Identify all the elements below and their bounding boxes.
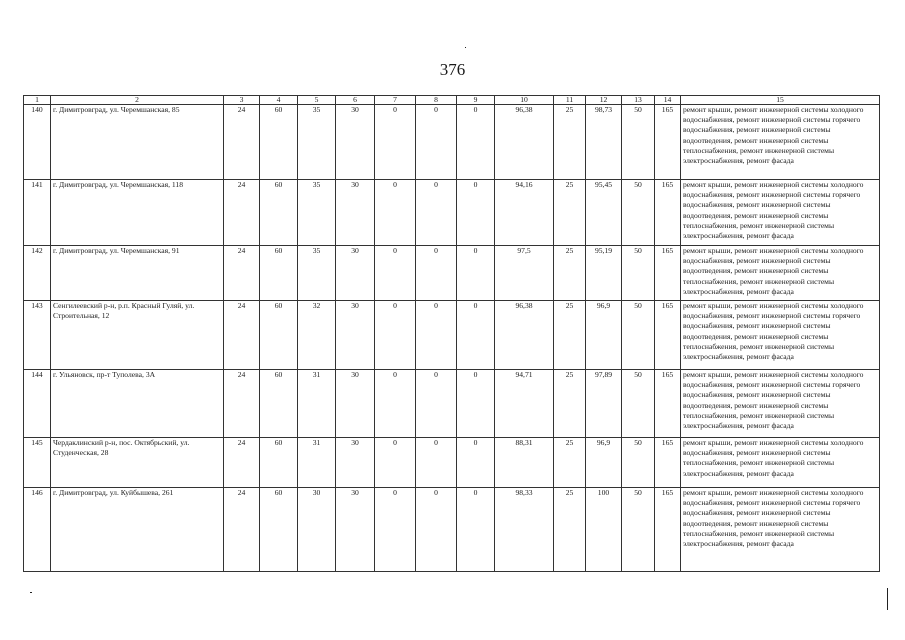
value-cell: 25 [554,180,586,246]
value-cell: 60 [260,438,298,488]
row-number: 142 [24,246,51,301]
value-cell: 95,19 [586,246,622,301]
column-number-cell: 8 [416,96,457,105]
value-cell: 0 [375,488,416,572]
value-cell: 25 [554,438,586,488]
value-cell: 30 [336,488,375,572]
row-number: 146 [24,488,51,572]
value-cell: 0 [457,180,495,246]
value-cell: 30 [336,370,375,438]
value-cell: 30 [336,105,375,180]
column-number-cell: 9 [457,96,495,105]
value-cell: 0 [457,105,495,180]
page-number: 376 [439,60,466,79]
address-cell: г. Димитровград, ул. Куйбышева, 261 [51,488,224,572]
repair-works-cell: ремонт крыши, ремонт инженерной системы холодного водоснабжения, ремонт инженерной системы горячего водоснабжения, ремонт инженерной системы водоотведения, ремонт инженерной системы теплоснабжения, ремонт инженерной системы электроснабжения, ремонт фасада [681,370,880,438]
value-cell: 25 [554,105,586,180]
value-cell: 24 [224,488,260,572]
value-cell: 25 [554,370,586,438]
value-cell: 60 [260,180,298,246]
value-cell: 0 [457,438,495,488]
column-number-cell: 14 [655,96,681,105]
value-cell: 0 [457,488,495,572]
value-cell: 0 [375,370,416,438]
value-cell: 24 [224,301,260,370]
address-cell: г. Димитровград, ул. Черемшанская, 85 [51,105,224,180]
table-row [24,488,880,572]
column-number-cell: 1 [24,96,51,105]
value-cell: 165 [655,488,681,572]
value-cell: 30 [336,180,375,246]
value-cell: 98,73 [586,105,622,180]
value-cell: 100 [586,488,622,572]
value-cell: 0 [375,301,416,370]
value-cell: 0 [416,370,457,438]
table-row [24,438,880,488]
row-number: 141 [24,180,51,246]
repair-works-cell: ремонт крыши, ремонт инженерной системы холодного водоснабжения, ремонт инженерной системы горячего водоснабжения, ремонт инженерной системы водоотведения, ремонт инженерной системы теплоснабжения, ремонт инженерной системы электроснабжения, ремонт фасада [681,488,880,572]
column-number-cell: 6 [336,96,375,105]
repair-works-cell: ремонт крыши, ремонт инженерной системы холодного водоснабжения, ремонт инженерной системы теплоснабжения, ремонт инженерной системы электроснабжения, ремонт фасада [681,438,880,488]
value-cell: 24 [224,370,260,438]
repair-works-cell: ремонт крыши, ремонт инженерной системы холодного водоснабжения, ремонт инженерной системы горячего водоснабжения, ремонт инженерной системы водоотведения, ремонт инженерной системы теплоснабжения, ремонт инженерной системы электроснабжения, ремонт фасада [681,180,880,246]
value-cell: 97,5 [495,246,554,301]
value-cell: 96,9 [586,438,622,488]
value-cell: 30 [336,438,375,488]
value-cell: 165 [655,105,681,180]
value-cell: 35 [298,246,336,301]
column-number-cell: 15 [681,96,880,105]
column-number-cell: 10 [495,96,554,105]
column-number-cell: 7 [375,96,416,105]
column-number-row [24,96,880,105]
value-cell: 94,71 [495,370,554,438]
value-cell: 24 [224,180,260,246]
table-row [24,246,880,301]
repair-works-cell: ремонт крыши, ремонт инженерной системы холодного водоснабжения, ремонт инженерной системы водоотведения, ремонт инженерной системы теплоснабжения, ремонт инженерной системы электроснабжения, ремонт фасада [681,246,880,301]
value-cell: 0 [457,370,495,438]
value-cell: 31 [298,438,336,488]
value-cell: 165 [655,438,681,488]
value-cell: 35 [298,105,336,180]
address-cell: г. Димитровград, ул. Черемшанская, 91 [51,246,224,301]
column-number-cell: 12 [586,96,622,105]
repair-works-cell: ремонт крыши, ремонт инженерной системы холодного водоснабжения, ремонт инженерной системы горячего водоснабжения, ремонт инженерной системы водоотведения, ремонт инженерной системы теплоснабжения, ремонт инженерной системы электроснабжения, ремонт фасада [681,301,880,370]
value-cell: 0 [375,246,416,301]
value-cell: 50 [622,301,655,370]
value-cell: 97,89 [586,370,622,438]
value-cell: 0 [457,301,495,370]
value-cell: 96,38 [495,105,554,180]
value-cell: 165 [655,370,681,438]
value-cell: 60 [260,301,298,370]
value-cell: 30 [336,246,375,301]
scan-mark [887,588,888,610]
value-cell: 60 [260,246,298,301]
value-cell: 25 [554,246,586,301]
value-cell: 94,16 [495,180,554,246]
value-cell: 50 [622,246,655,301]
value-cell: 50 [622,438,655,488]
value-cell: 50 [622,180,655,246]
table-row [24,180,880,246]
column-number-cell: 5 [298,96,336,105]
row-number: 145 [24,438,51,488]
value-cell: 0 [416,488,457,572]
column-number-cell: 4 [260,96,298,105]
value-cell: 0 [416,438,457,488]
value-cell: 88,31 [495,438,554,488]
value-cell: 30 [298,488,336,572]
address-cell: Чердаклинский р-н, пос. Октябрьский, ул. Студенческая, 28 [51,438,224,488]
value-cell: 95,45 [586,180,622,246]
repair-program-table [23,95,880,572]
value-cell: 60 [260,105,298,180]
value-cell: 60 [260,488,298,572]
column-number-cell: 13 [622,96,655,105]
scan-mark [465,47,466,48]
row-number: 143 [24,301,51,370]
value-cell: 0 [416,301,457,370]
repair-works-cell: ремонт крыши, ремонт инженерной системы холодного водоснабжения, ремонт инженерной системы горячего водоснабжения, ремонт инженерной системы водоотведения, ремонт инженерной системы теплоснабжения, ремонт инженерной системы электроснабжения, ремонт фасада [681,105,880,180]
value-cell: 0 [375,180,416,246]
value-cell: 98,33 [495,488,554,572]
value-cell: 31 [298,370,336,438]
address-cell: г. Ульяновск, пр-т Туполева, 3А [51,370,224,438]
value-cell: 50 [622,105,655,180]
address-cell: г. Димитровград, ул. Черемшанская, 118 [51,180,224,246]
value-cell: 50 [622,370,655,438]
column-number-cell: 11 [554,96,586,105]
value-cell: 0 [457,246,495,301]
value-cell: 24 [224,105,260,180]
value-cell: 165 [655,246,681,301]
table-row [24,301,880,370]
value-cell: 32 [298,301,336,370]
value-cell: 96,9 [586,301,622,370]
column-number-cell: 2 [51,96,224,105]
value-cell: 35 [298,180,336,246]
row-number: 144 [24,370,51,438]
scan-mark [30,592,32,593]
value-cell: 0 [375,105,416,180]
value-cell: 25 [554,301,586,370]
address-cell: Сенгилеевский р-н, р.п. Красный Гуляй, ул. Строительная, 12 [51,301,224,370]
value-cell: 0 [416,246,457,301]
table-row [24,105,880,180]
value-cell: 96,38 [495,301,554,370]
value-cell: 50 [622,488,655,572]
value-cell: 0 [416,105,457,180]
value-cell: 165 [655,180,681,246]
value-cell: 25 [554,488,586,572]
value-cell: 60 [260,370,298,438]
column-number-cell: 3 [224,96,260,105]
value-cell: 165 [655,301,681,370]
row-number: 140 [24,105,51,180]
table-row [24,370,880,438]
value-cell: 24 [224,246,260,301]
value-cell: 24 [224,438,260,488]
value-cell: 0 [416,180,457,246]
value-cell: 0 [375,438,416,488]
value-cell: 30 [336,301,375,370]
